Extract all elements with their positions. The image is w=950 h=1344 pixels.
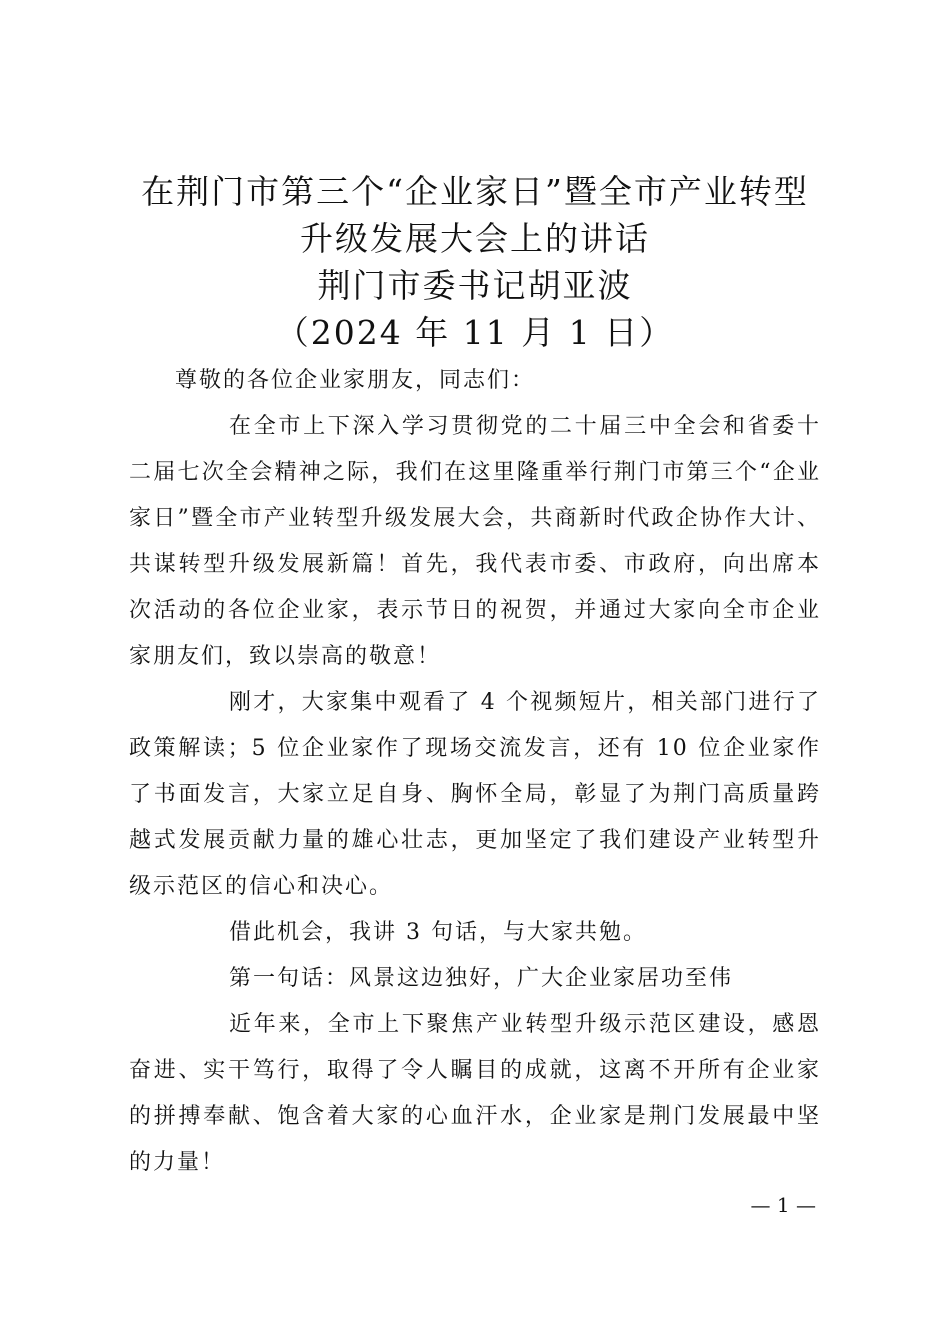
speaker-name: 荆门市委书记胡亚波 [317, 266, 633, 305]
paragraph: 刚才，大家集中观看了 4 个视频短片，相关部门进行了政策解读；5 位企业家作了现场交流发言，还有 10 位企业家作了书面发言，大家立足自身、胸怀全局，彰显了为荆门高质量跨越式发展贡献力量的雄心壮志，更加坚定了我们建设产业转型升级示范区的信心和决心。 [129, 690, 821, 899]
speech-body [129, 358, 821, 1186]
paragraph: 在全市上下深入学习贯彻党的二十届三中全会和省委十二届七次全会精神之际，我们在这里隆重举行荆门市第三个“企业家日”暨全市产业转型升级发展大会，共商新时代政企协作大计、共谋转型升级发展新篇！首先，我代表市委、市政府，向出席本次活动的各位企业家，表示节日的祝贺，并通过大家向全市企业家朋友们，致以崇高的敬意！ [129, 414, 821, 669]
title-block [0, 168, 950, 356]
document-title-line-1: 在荆门市第三个“企业家日”暨全市产业转型 [141, 172, 809, 211]
salutation: 尊敬的各位企业家朋友，同志们： [175, 368, 536, 393]
section-heading: 第一句话：风景这边独好，广大企业家居功至伟 [229, 966, 734, 991]
page-number: — 1 — [750, 1193, 816, 1217]
document-title-line-2: 升级发展大会上的讲话 [300, 219, 650, 258]
paragraph: 借此机会，我讲 3 句话，与大家共勉。 [229, 920, 647, 945]
paragraph: 近年来，全市上下聚焦产业转型升级示范区建设，感恩奋进、实干笃行，取得了令人瞩目的成就，这离不开所有企业家的拼搏奉献、饱含着大家的心血汗水，企业家是荆门发展最中坚的力量！ [129, 1012, 821, 1175]
speech-date: （2024 年 11 月 1 日） [275, 313, 675, 352]
